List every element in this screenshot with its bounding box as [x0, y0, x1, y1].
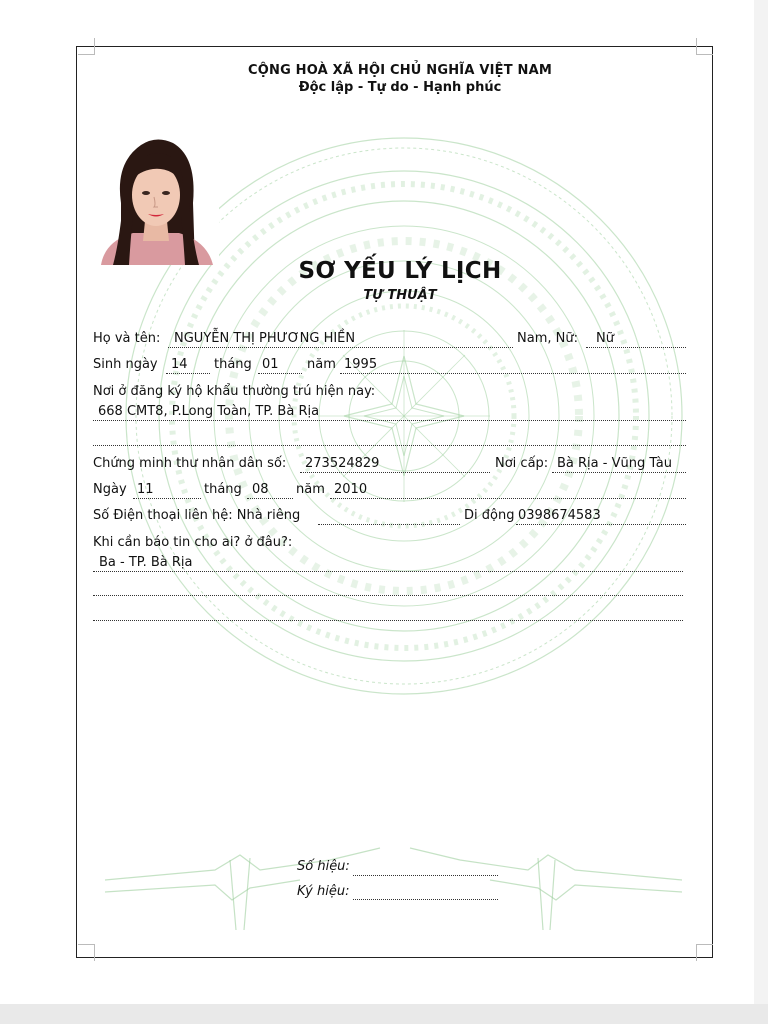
- crop-mark-bottom-right: [696, 944, 713, 961]
- address-line-2: [93, 445, 686, 446]
- issued-year-field[interactable]: 2010: [334, 482, 368, 497]
- issued-date-label: Ngày: [93, 482, 127, 497]
- ky-hieu-label: Ký hiệu:: [297, 884, 350, 899]
- document-title: SƠ YẾU LÝ LỊCH: [298, 258, 502, 284]
- dob-month-field[interactable]: 01: [262, 357, 279, 372]
- name-field[interactable]: NGUYỄN THỊ PHƯƠNG HIỀN: [174, 331, 356, 346]
- name-label: Họ và tên:: [93, 331, 161, 346]
- dob-year-label: năm: [307, 357, 336, 372]
- dob-year-field[interactable]: 1995: [344, 357, 378, 372]
- document-subtitle: TỰ THUẬT: [363, 288, 437, 303]
- id-line: [300, 472, 490, 473]
- dob-month-label: tháng: [214, 357, 252, 372]
- contact-label: Khi cần báo tin cho ai? ở đâu?:: [93, 535, 293, 550]
- national-title: CỘNG HOÀ XÃ HỘI CHỦ NGHĨA VIỆT NAM: [248, 63, 552, 78]
- issued-place-field[interactable]: Bà Rịa - Vũng Tàu: [557, 456, 672, 471]
- address-line-1: [93, 420, 686, 421]
- phone-label: Số Điện thoại liên hệ: Nhà riêng: [93, 508, 301, 523]
- so-hieu-label: Số hiệu:: [297, 859, 350, 874]
- mobile-field[interactable]: 0398674583: [518, 508, 601, 523]
- so-hieu-line[interactable]: [353, 875, 498, 876]
- issued-day-line: [133, 498, 201, 499]
- crop-mark-top-left: [78, 38, 95, 55]
- name-line: [168, 347, 513, 348]
- page-gap: [0, 1004, 768, 1024]
- issued-place-line: [552, 472, 686, 473]
- contact-line-2: [93, 595, 683, 596]
- mobile-line: [516, 524, 686, 525]
- id-number-field[interactable]: 273524829: [305, 456, 380, 471]
- id-label: Chứng minh thư nhân dân số:: [93, 456, 287, 471]
- national-motto: Độc lập - Tự do - Hạnh phúc: [298, 80, 502, 95]
- contact-line-3: [93, 620, 683, 621]
- portrait-photo[interactable]: [93, 133, 219, 265]
- dob-day-line: [166, 373, 210, 374]
- address-field[interactable]: 668 CMT8, P.Long Toàn, TP. Bà Rịa: [98, 404, 320, 419]
- ky-hieu-line[interactable]: [353, 899, 498, 900]
- issued-year-line: [330, 498, 686, 499]
- contact-field[interactable]: Ba - TP. Bà Rịa: [99, 555, 193, 570]
- dob-label: Sinh ngày: [93, 357, 158, 372]
- crop-mark-bottom-left: [78, 944, 95, 961]
- dob-day-field[interactable]: 14: [171, 357, 188, 372]
- dob-month-line: [258, 373, 302, 374]
- issued-month-line: [247, 498, 293, 499]
- issued-month-field[interactable]: 08: [252, 482, 269, 497]
- scrollbar-track[interactable]: [754, 0, 768, 1024]
- issued-day-field[interactable]: 11: [137, 482, 154, 497]
- issued-month-label: tháng: [204, 482, 242, 497]
- home-phone-line[interactable]: [318, 524, 460, 525]
- gender-line: [586, 347, 686, 348]
- gender-label: Nam, Nữ:: [517, 331, 578, 346]
- dob-year-line: [340, 373, 686, 374]
- gender-field[interactable]: Nữ: [596, 331, 614, 346]
- crop-mark-top-right: [696, 38, 713, 55]
- issued-year-label: năm: [296, 482, 325, 497]
- issued-place-label: Nơi cấp:: [495, 456, 549, 471]
- address-label: Nơi ở đăng ký hộ khẩu thường trú hiện nay:: [93, 384, 376, 399]
- mobile-label: Di động: [464, 508, 515, 523]
- contact-line-1: [93, 571, 683, 572]
